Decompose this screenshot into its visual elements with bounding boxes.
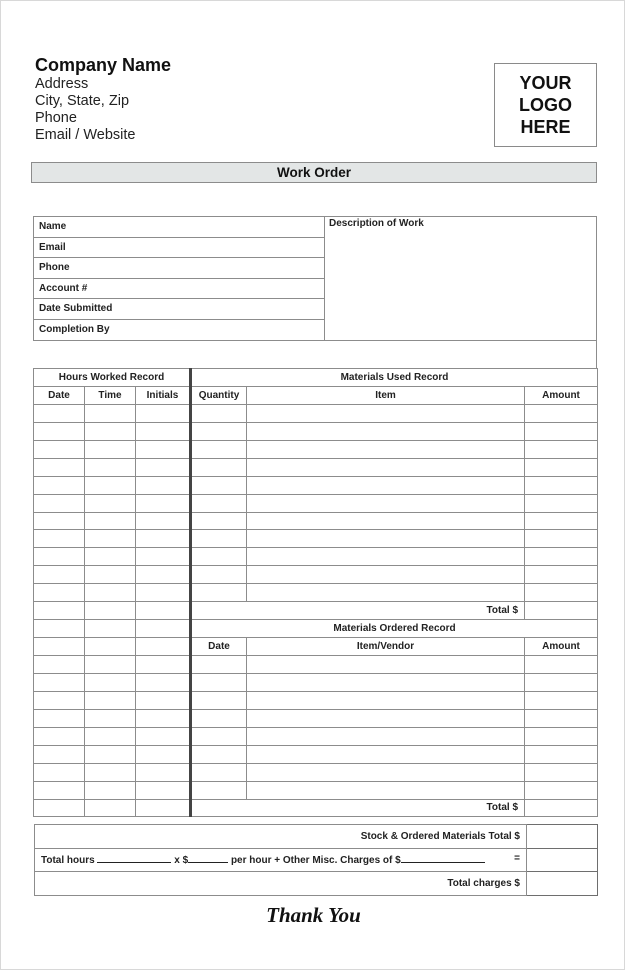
hours-date-cell[interactable]: [34, 691, 85, 709]
table-row: [34, 404, 598, 422]
hours-initials-cell[interactable]: [136, 763, 191, 781]
table-row: [34, 781, 598, 799]
materials-used-total-label: Total $: [191, 602, 525, 620]
table-row: [34, 512, 598, 530]
stock-total-row: [35, 825, 598, 849]
hours-initials-cell[interactable]: [136, 781, 191, 799]
hours-initials-cell[interactable]: [136, 799, 191, 817]
total-hours-blank[interactable]: [97, 853, 171, 863]
hours-initials-cell[interactable]: [136, 458, 191, 476]
hours-date-cell[interactable]: [34, 476, 85, 494]
quantity-cell[interactable]: [191, 404, 247, 422]
amount-cell[interactable]: [525, 512, 598, 530]
charges-summary: [34, 824, 598, 896]
quantity-cell[interactable]: [191, 548, 247, 566]
hours-initials-cell[interactable]: [136, 727, 191, 745]
hours-time-cell[interactable]: [85, 620, 136, 638]
quantity-header: Quantity: [191, 386, 247, 404]
ordered-amount-cell[interactable]: [525, 656, 598, 674]
table-row: [34, 584, 598, 602]
hours-initials-cell[interactable]: [136, 602, 191, 620]
quantity-cell[interactable]: [191, 458, 247, 476]
item-cell[interactable]: [247, 422, 525, 440]
hours-initials-cell[interactable]: [136, 620, 191, 638]
ordered-date-cell[interactable]: [191, 673, 247, 691]
hours-initials-cell[interactable]: [136, 673, 191, 691]
table-row: [34, 530, 598, 548]
hours-date-cell[interactable]: [34, 638, 85, 656]
quantity-cell[interactable]: [191, 494, 247, 512]
hours-date-cell[interactable]: [34, 799, 85, 817]
hours-initials-cell[interactable]: [136, 548, 191, 566]
hours-time-cell[interactable]: [85, 584, 136, 602]
hours-time-cell[interactable]: [85, 602, 136, 620]
description-of-work-label: Description of Work: [329, 218, 424, 229]
logo-placeholder: [494, 63, 597, 147]
hours-initials-cell[interactable]: [136, 745, 191, 763]
amount-cell[interactable]: [525, 440, 598, 458]
hours-date-cell[interactable]: [34, 404, 85, 422]
table-row: [34, 458, 598, 476]
materials-used-total-row: [34, 602, 598, 620]
quantity-cell[interactable]: [191, 476, 247, 494]
item-cell[interactable]: [247, 440, 525, 458]
hours-date-cell[interactable]: [34, 548, 85, 566]
hours-time-cell[interactable]: [85, 799, 136, 817]
company-city-state-zip: City, State, Zip: [35, 93, 130, 109]
hours-date-cell[interactable]: [34, 745, 85, 763]
item-cell[interactable]: [247, 458, 525, 476]
hours-initials-cell[interactable]: [136, 440, 191, 458]
materials-ordered-total-row: [34, 799, 598, 817]
amount-cell[interactable]: [525, 458, 598, 476]
per-hour-label: per hour + Other Misc. Charges of $: [230, 855, 401, 867]
ordered-amount-cell[interactable]: [525, 745, 598, 763]
item-cell[interactable]: [247, 566, 525, 584]
hours-date-cell[interactable]: [34, 656, 85, 674]
hours-date-cell[interactable]: [34, 494, 85, 512]
calculated-value[interactable]: [527, 848, 598, 872]
amount-header: Amount: [525, 386, 598, 404]
amount-cell[interactable]: [525, 476, 598, 494]
hours-date-cell[interactable]: [34, 781, 85, 799]
company-phone: Phone: [35, 110, 77, 126]
hours-time-cell[interactable]: [85, 763, 136, 781]
hours-initials-cell[interactable]: [136, 512, 191, 530]
ordered-amount-cell[interactable]: [525, 709, 598, 727]
hours-date-cell[interactable]: [34, 620, 85, 638]
hours-initials-header: Initials: [136, 386, 191, 404]
item-cell[interactable]: [247, 584, 525, 602]
table-row: [34, 566, 598, 584]
hours-time-cell[interactable]: [85, 709, 136, 727]
name-field[interactable]: Name: [34, 217, 324, 238]
table-row: [34, 476, 598, 494]
hours-initials-cell[interactable]: [136, 422, 191, 440]
date-submitted-field[interactable]: Date Submitted: [34, 299, 324, 320]
hours-date-cell[interactable]: [34, 763, 85, 781]
stock-total-label: Stock & Ordered Materials Total $: [35, 825, 527, 849]
stock-total-value[interactable]: [527, 825, 598, 849]
hours-date-cell[interactable]: [34, 673, 85, 691]
table-row: [34, 673, 598, 691]
item-cell[interactable]: [247, 548, 525, 566]
hourly-rate-blank[interactable]: [188, 853, 228, 863]
ordered-amount-cell[interactable]: [525, 763, 598, 781]
table-row: [34, 548, 598, 566]
materials-used-title: Materials Used Record: [191, 369, 598, 387]
quantity-cell[interactable]: [191, 584, 247, 602]
hours-date-header: Date: [34, 386, 85, 404]
table-row: [34, 422, 598, 440]
hours-initials-cell[interactable]: [136, 638, 191, 656]
hours-date-cell[interactable]: [34, 709, 85, 727]
materials-ordered-total-label: Total $: [191, 799, 525, 817]
hours-time-cell[interactable]: [85, 638, 136, 656]
hours-time-cell[interactable]: [85, 691, 136, 709]
hours-time-cell[interactable]: [85, 422, 136, 440]
item-vendor-cell[interactable]: [247, 781, 525, 799]
materials-used-total-value[interactable]: [525, 602, 598, 620]
hours-initials-cell[interactable]: [136, 476, 191, 494]
materials-ordered-header-row: [34, 638, 598, 656]
item-vendor-cell[interactable]: [247, 656, 525, 674]
records-section: [33, 368, 597, 814]
records-table: [33, 368, 598, 817]
hours-date-cell[interactable]: [34, 440, 85, 458]
logo-text-line: LOGO: [519, 95, 572, 115]
hours-initials-cell[interactable]: [136, 566, 191, 584]
column-header-row: [34, 386, 598, 404]
customer-fields: [34, 217, 325, 340]
item-vendor-cell[interactable]: [247, 691, 525, 709]
hours-worked-title: Hours Worked Record: [34, 369, 191, 387]
calculation-row: [35, 848, 598, 872]
materials-ordered-total-value[interactable]: [525, 799, 598, 817]
thank-you-message: Thank You: [266, 903, 361, 927]
total-charges-value[interactable]: [527, 872, 598, 896]
hours-initials-cell[interactable]: [136, 404, 191, 422]
hours-time-cell[interactable]: [85, 781, 136, 799]
ordered-date-cell[interactable]: [191, 727, 247, 745]
hours-date-cell[interactable]: [34, 584, 85, 602]
completion-by-field[interactable]: Completion By: [39, 324, 110, 336]
hours-time-cell[interactable]: [85, 548, 136, 566]
hours-time-cell[interactable]: [85, 458, 136, 476]
quantity-cell[interactable]: [191, 440, 247, 458]
hours-initials-cell[interactable]: [136, 494, 191, 512]
email-field[interactable]: Email: [34, 238, 324, 259]
item-vendor-header: Item/Vendor: [247, 638, 525, 656]
hours-time-cell[interactable]: [85, 440, 136, 458]
quantity-cell[interactable]: [191, 512, 247, 530]
item-vendor-cell[interactable]: [247, 727, 525, 745]
company-info: [35, 55, 171, 144]
company-name: Company Name: [35, 55, 172, 75]
amount-cell[interactable]: [525, 548, 598, 566]
hours-time-cell[interactable]: [85, 404, 136, 422]
materials-ordered-title: Materials Ordered Record: [191, 620, 598, 638]
hours-time-cell[interactable]: [85, 673, 136, 691]
quantity-cell[interactable]: [191, 530, 247, 548]
table-row: [34, 745, 598, 763]
ordered-date-cell[interactable]: [191, 745, 247, 763]
ordered-amount-cell[interactable]: [525, 781, 598, 799]
table-row: [34, 727, 598, 745]
ordered-date-cell[interactable]: [191, 709, 247, 727]
company-email-website: Email / Website: [35, 127, 136, 143]
ordered-date-cell[interactable]: [191, 763, 247, 781]
hours-date-cell[interactable]: [34, 458, 85, 476]
quantity-cell[interactable]: [191, 566, 247, 584]
hours-time-cell[interactable]: [85, 494, 136, 512]
table-row: [34, 440, 598, 458]
item-cell[interactable]: [247, 476, 525, 494]
ordered-amount-cell[interactable]: [525, 673, 598, 691]
hours-initials-cell[interactable]: [136, 691, 191, 709]
calculation-line: [35, 848, 527, 872]
hours-date-cell[interactable]: [34, 727, 85, 745]
hours-time-cell[interactable]: [85, 566, 136, 584]
table-row: [34, 494, 598, 512]
table-row: [34, 763, 598, 781]
total-hours-label: Total hours: [41, 855, 95, 867]
hours-initials-cell[interactable]: [136, 709, 191, 727]
amount-cell[interactable]: [525, 494, 598, 512]
item-vendor-cell[interactable]: [247, 673, 525, 691]
amount-cell[interactable]: [525, 422, 598, 440]
table-row: [34, 709, 598, 727]
materials-ordered-title-row: [34, 620, 598, 638]
ordered-date-cell[interactable]: [191, 656, 247, 674]
hours-date-cell[interactable]: [34, 422, 85, 440]
ordered-amount-header: Amount: [525, 638, 598, 656]
ordered-amount-cell[interactable]: [525, 727, 598, 745]
amount-cell[interactable]: [525, 566, 598, 584]
document-title: Work Order: [31, 162, 597, 183]
hours-date-cell[interactable]: [34, 566, 85, 584]
item-vendor-cell[interactable]: [247, 763, 525, 781]
hours-time-cell[interactable]: [85, 727, 136, 745]
table-row: [34, 656, 598, 674]
misc-charges-blank[interactable]: [401, 853, 485, 863]
hours-time-cell[interactable]: [85, 745, 136, 763]
logo-text-line: YOUR: [519, 73, 572, 93]
account-number-field[interactable]: Account #: [34, 279, 324, 300]
item-cell[interactable]: [247, 512, 525, 530]
item-cell[interactable]: [247, 404, 525, 422]
hours-time-cell[interactable]: [85, 656, 136, 674]
amount-cell[interactable]: [525, 404, 598, 422]
company-address: Address: [35, 76, 89, 92]
ordered-date-header: Date: [191, 638, 247, 656]
hours-time-cell[interactable]: [85, 476, 136, 494]
rate-prefix: x $: [174, 855, 189, 867]
ordered-amount-cell[interactable]: [525, 691, 598, 709]
table-row: [34, 691, 598, 709]
hours-initials-cell[interactable]: [136, 530, 191, 548]
total-charges-label: Total charges $: [35, 872, 527, 896]
spacer: [296, 341, 597, 369]
item-vendor-cell[interactable]: [247, 709, 525, 727]
section-title-row: [34, 369, 598, 387]
hours-time-header: Time: [85, 386, 136, 404]
hours-date-cell[interactable]: [34, 512, 85, 530]
phone-field[interactable]: Phone: [34, 258, 324, 279]
item-vendor-cell[interactable]: [247, 745, 525, 763]
quantity-cell[interactable]: [191, 422, 247, 440]
hours-date-cell[interactable]: [34, 530, 85, 548]
hours-time-cell[interactable]: [85, 512, 136, 530]
hours-time-cell[interactable]: [85, 530, 136, 548]
item-header: Item: [247, 386, 525, 404]
hours-initials-cell[interactable]: [136, 656, 191, 674]
ordered-date-cell[interactable]: [191, 691, 247, 709]
amount-cell[interactable]: [525, 530, 598, 548]
ordered-date-cell[interactable]: [191, 781, 247, 799]
equals-sign: =: [514, 853, 520, 865]
total-charges-row: [35, 872, 598, 896]
hours-initials-cell[interactable]: [136, 584, 191, 602]
amount-cell[interactable]: [525, 584, 598, 602]
customer-info-block: [33, 216, 597, 341]
item-cell[interactable]: [247, 530, 525, 548]
logo-text-line: HERE: [520, 117, 571, 137]
hours-date-cell[interactable]: [34, 602, 85, 620]
item-cell[interactable]: [247, 494, 525, 512]
